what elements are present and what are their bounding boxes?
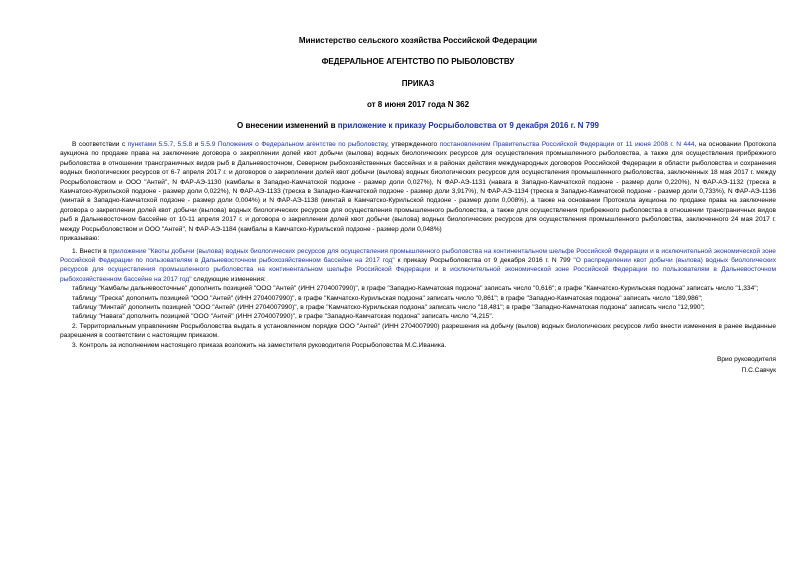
document-title [60, 121, 776, 130]
table-treska-change: таблицу "Треска" дополнить позицией "ООО "Антей" (ИНН 2704007990)", в графе "Камчатско-Курильская подзона" записать число "0,861"; в графе "Западно-Камчатская подзона" записать число "189,986"; [72, 294, 703, 302]
preamble-text: , [173, 141, 178, 149]
link-appendix[interactable]: приложение "Квоты добычи (вылова) водных биологических ресурсов для осуществления промышленного рыболовства на континентальном шельфе Российской Федерации и в исключительной экономической зоне Российской Федерации по пользователям в Дальневосточном рыбохозяйственном бассейне на 2017 год" [60, 247, 776, 264]
signature-block [60, 354, 776, 376]
signatory-position: Врио руководителя [716, 355, 776, 363]
table-navaga-change: таблицу "Навага" дополнить позицией "ООО "Антей" (ИНН 2704007990)", в графе "Западно-Камчатская подзона" записать число "4,215". [72, 313, 494, 321]
item-1-text: 1. Внести в [72, 247, 109, 255]
item-2: 2. Территориальным управлениям Росрыболовства выдать в установленном порядке ООО "Антей" (ИНН 2704007990) разрешения на добычу (вылов) водных биологических ресурсов либо внести изменения в ранее выданные разрешения в соответствии с настоящим приказом. [60, 322, 776, 340]
item-3: 3. Контроль за исполнением настоящего приказа возложить на заместителя руководителя Росрыболовства М.С.Иваника. [72, 341, 447, 349]
order-word: приказываю: [60, 235, 100, 243]
ministry-heading: Министерство сельского хозяйства Российской Федерации [298, 36, 538, 45]
link-clause-559[interactable]: 5.5.9 Положения о Федеральном агентстве по рыболовству [200, 141, 388, 149]
agency-heading: ФЕДЕРАЛЬНОЕ АГЕНТСТВО ПО РЫБОЛОВСТВУ [321, 57, 515, 67]
link-government-decree[interactable]: постановлением Правительства Российской Федерации от 11 июня 2008 г. N 444 [439, 141, 695, 149]
preamble-text: В соответствии с [72, 141, 128, 149]
signatory-name: П.С.Савчук [741, 366, 776, 374]
preamble-text: , на основании Протокола аукциона по продаже права на заключение договора о закреплении долей квот добычи (вылова) водных биологических ресурсов для осуществления промышленного рыболовства, а также для осуществления прибрежного рыболовства в отношении трансграничных видов рыб в Дальневосточном, Северном рыбохозяйственных бассейнах и в районах действия международных договоров Российской Федерации в области рыболовства и сохранения водных биологических ресурсов от 6-7 апреля 2017 г. и договоров о закреплении долей квот добычи (вылова) водных биологических ресурсов для осуществления промышленного рыболовства, заключенных 18 мая 2017 г. между Росрыболовством и ООО "Антей", N ФАР-АЭ-1130 (камбалы в Западно-Камчатской подзоне - размер доли 0,027%), N ФАР-АЭ-1131 (навага в Западно-Камчатской подзоне - размер доли 0,220%), N ФАР-АЭ-1132 (треска в Камчатско-Курильской подзоне - размер доли 0,022%), N ФАР-АЭ-1133 (треска в Западно-Камчатской подзоне - размер доли 3,917%), N ФАР-АЭ-1134 (треска в Западно-Камчатской подзоне - размер доли 0,733%), N ФАР-АЭ-1136 (минтай в Западно-Камчатской подзоне - размер доли 0,004%) и N ФАР-АЭ-1138 (минтай в Камчатско-Курильской подзоне - размер доли 0,008%), а также на основании Протокола аукциона по продаже права на заключение договора о закреплении долей квот добычи (вылова) водных биологических ресурсов для осуществления промышленного рыболовства, а также для осуществления прибрежного рыболовства в отношении трансграничных видов рыб в Дальневосточном бассейне от 10-11 апреля 2017 г. и договора о закреплении долей квот добычи (вылова) водных биологических ресурсов для осуществления промышленного рыболовства, заключенного 24 мая 2017 г. между Росрыболовством и ООО "Антей", N ФАР-АЭ-1184 (камбалы в Камчатско-Курильской подзоне - размер доли 0,048%) [60, 141, 776, 233]
preamble-text: и [192, 141, 201, 149]
document-type: ПРИКАЗ [401, 78, 435, 88]
link-clause-558[interactable]: 5.5.8 [177, 141, 193, 149]
preamble-text: , утвержденного [387, 141, 440, 149]
table-mintay-change: таблицу "Минтай" дополнить позицией "ООО "Антей" (ИНН 2704007990)", в графе "Камчатско-Курильская подзона" записать число "18,481"; в графе "Западно-Камчатская подзона" записать число "12,990"; [72, 303, 705, 311]
title-link[interactable]: приложение к приказу Росрыболовства от 9 декабря 2016 г. N 799 [337, 120, 599, 130]
document-body [60, 140, 776, 350]
link-order-799[interactable]: "О распределении квот добычи (вылова) водных биологических ресурсов для осуществления промышленного рыболовства на континентальном шельфе Российской Федерации и в исключительной экономической зоне Российской Федерации по пользователям в Дальневосточном рыбохозяйственном бассейне на 2017 год" [60, 256, 776, 283]
title-prefix: О внесении изменений в [237, 120, 338, 130]
document-page [60, 30, 776, 376]
item-1-text: к приказу Росрыболовства от 9 декабря 2016 г. N 799 [394, 256, 574, 264]
preamble-paragraph [60, 140, 776, 234]
link-clause-557[interactable]: пунктами 5.5.7 [127, 141, 174, 149]
item-1-text: следующие изменения: [191, 275, 266, 283]
document-date-number: от 8 июня 2017 года N 362 [366, 100, 470, 110]
table-kambala-change: таблицу "Камбалы дальневосточные" дополнить позицией "ООО "Антей" (ИНН 2704007990)", в графе "Западно-Камчатская подзона" записать число "0,616"; в графе "Камчатско-Курильская подзона" записать число "1,334"; [72, 285, 759, 293]
item-1 [60, 247, 776, 285]
